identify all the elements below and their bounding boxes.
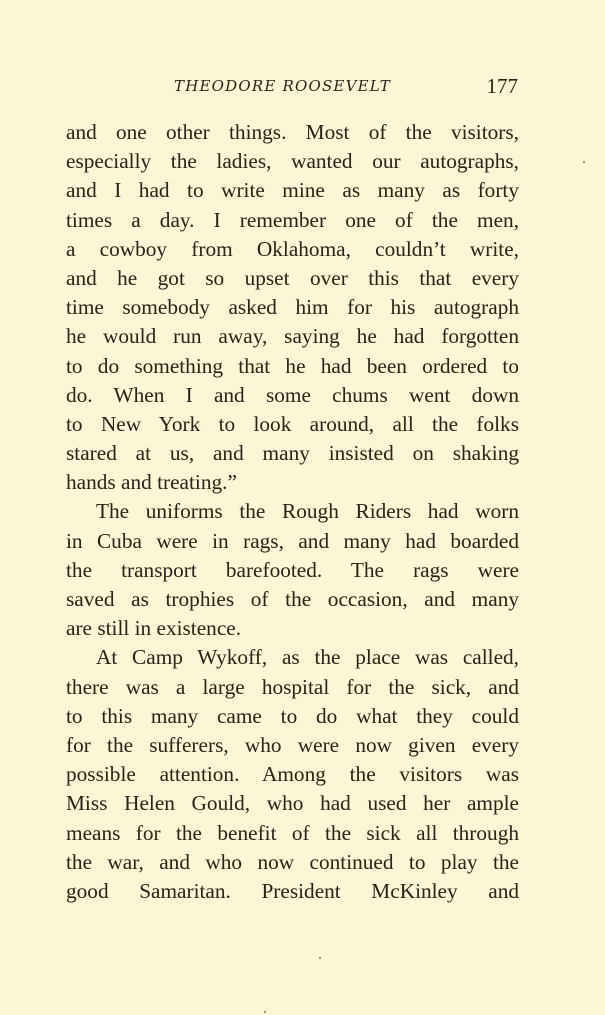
running-head <box>66 73 518 99</box>
text-line: there was a large hospital for the sick, and <box>66 674 519 699</box>
paper-speck <box>319 957 321 959</box>
paragraph <box>66 118 519 497</box>
text-line: to New York to look around, all the folks <box>66 411 519 436</box>
text-line: to do something that he had been ordered to <box>66 353 519 378</box>
text-line: times a day. I remember one of the men, <box>66 207 519 232</box>
text-line: possible attention. Among the visitors was <box>66 762 519 787</box>
text-line: he would run away, saying he had forgotten <box>66 324 519 349</box>
text-line: good Samaritan. President McKinley and <box>66 878 519 903</box>
text-line: and I had to write mine as many as forty <box>66 178 519 203</box>
paper-speck <box>583 161 585 163</box>
text-line: and he got so upset over this that every <box>66 265 519 290</box>
text-line: to this many came to do what they could <box>66 703 519 728</box>
running-head-title: THEODORE ROOSEVELT <box>174 77 391 95</box>
text-line: are still in existence. <box>66 616 242 641</box>
text-line: for the sufferers, who were now given every <box>66 732 519 757</box>
text-line: means for the benefit of the sick all through <box>66 820 519 845</box>
text-line: time somebody asked him for his autograph <box>66 295 519 320</box>
text-line: stared at us, and many insisted on shaking <box>66 441 519 466</box>
text-line: hands and treating.” <box>66 470 237 495</box>
paragraph <box>66 643 519 906</box>
text-line: Miss Helen Gould, who had used her ample <box>66 791 519 816</box>
text-line: in Cuba were in rags, and many had boarded <box>66 528 519 553</box>
body-text <box>66 118 519 906</box>
paper-speck <box>264 1011 266 1013</box>
text-line: and one other things. Most of the visitors, <box>66 120 519 144</box>
page-number: 177 <box>486 74 518 98</box>
text-line: the war, and who now continued to play the <box>66 849 519 874</box>
text-line: a cowboy from Oklahoma, couldn’t write, <box>66 236 519 261</box>
text-line: do. When I and some chums went down <box>66 382 519 407</box>
text-line: At Camp Wykoff, as the place was called, <box>96 645 519 670</box>
paragraph <box>66 497 519 643</box>
text-line: especially the ladies, wanted our autographs, <box>66 149 519 174</box>
text-line: The uniforms the Rough Riders had worn <box>96 499 519 524</box>
text-line: the transport barefooted. The rags were <box>66 557 519 582</box>
text-line: saved as trophies of the occasion, and many <box>66 587 519 611</box>
